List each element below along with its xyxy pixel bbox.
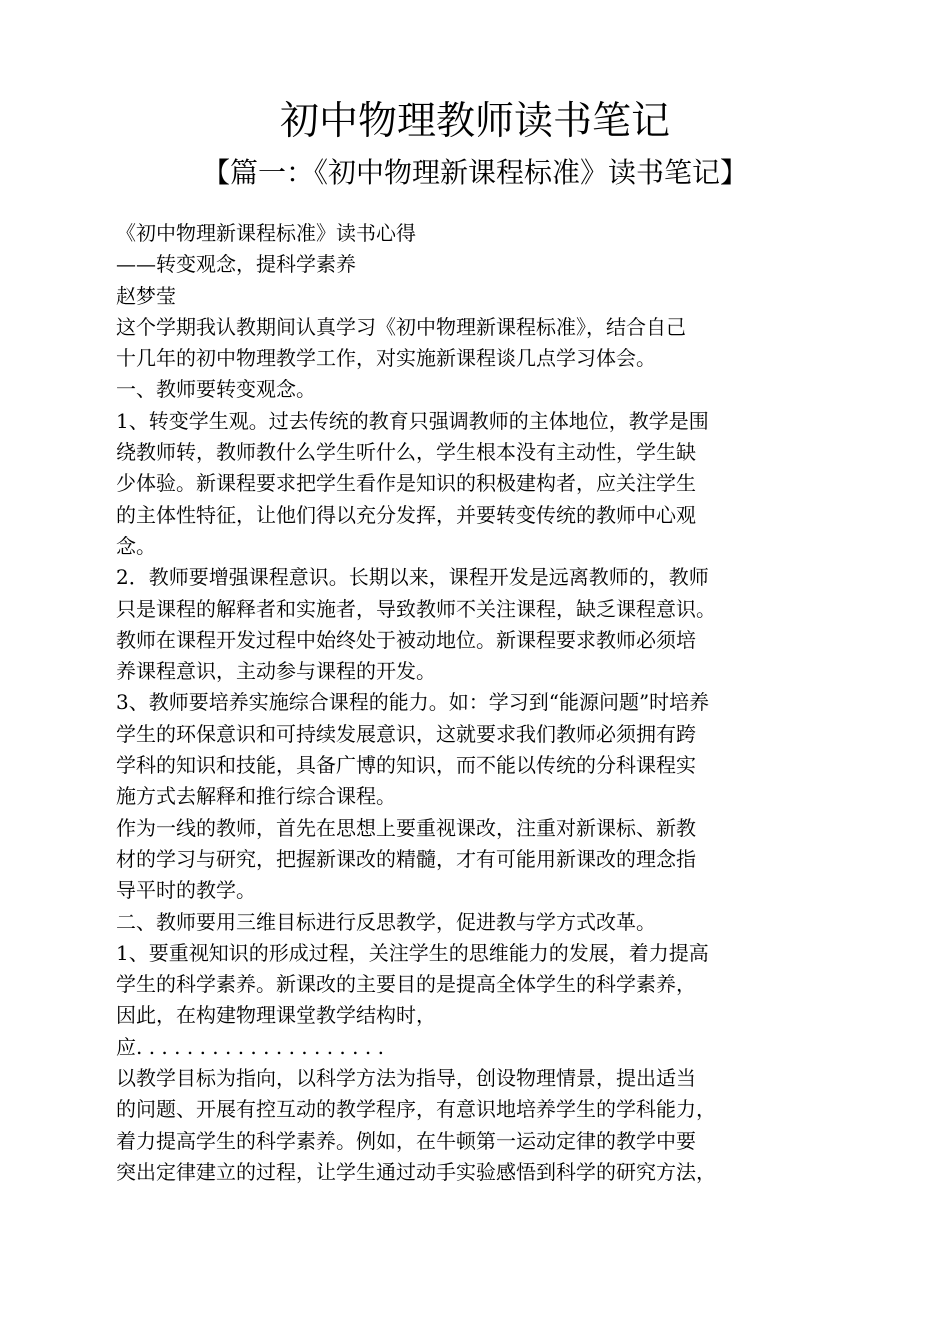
text-line: 的问题、开展有控互动的教学程序，有意识地培养学生的学科能力， <box>116 1097 716 1122</box>
text-line: 教师在课程开发过程中始终处于被动地位。新课程要求教师必须培 <box>116 627 696 652</box>
text-line: 应. . . . . . . . . . . . . . . . . . . . <box>116 1034 384 1059</box>
text-line: ——转变观念，提科学素养 <box>116 252 356 277</box>
text-line: 十几年的初中物理教学工作，对实施新课程谈几点学习体会。 <box>116 346 656 371</box>
text-line: 以教学目标为指向，以科学方法为指导，创设物理情景，提出适当 <box>116 1066 696 1091</box>
text-line: 赵梦莹 <box>116 283 176 308</box>
text-line: 作为一线的教师，首先在思想上要重视课改，注重对新课标、新教 <box>116 815 696 840</box>
text-line: 3、教师要培养实施综合课程的能力。如：学习到“能源问题”时培养 <box>116 690 710 715</box>
text-line: 材的学习与研究，把握新课改的精髓，才有可能用新课改的理念指 <box>116 846 696 871</box>
text-line: 1、要重视知识的形成过程，关注学生的思维能力的发展，着力提高 <box>116 940 709 965</box>
text-line: 这个学期我认教期间认真学习《初中物理新课程标准》，结合自己 <box>116 314 686 339</box>
text-line: 着力提高学生的科学素养。例如，在牛顿第一运动定律的教学中要 <box>116 1128 696 1153</box>
text-line: 2．教师要增强课程意识。长期以来，课程开发是远离教师的，教师 <box>116 565 709 590</box>
document-body <box>116 218 856 1188</box>
text-line: 念。 <box>116 533 156 558</box>
text-line: 少体验。新课程要求把学生看作是知识的积极建构者，应关注学生 <box>116 471 696 496</box>
text-line: 施方式去解释和推行综合课程。 <box>116 784 396 809</box>
text-line: 《初中物理新课程标准》读书心得 <box>116 221 416 245</box>
text-line: 的主体性特征，让他们得以充分发挥，并要转变传统的教师中心观 <box>116 502 696 527</box>
text-line: 导平时的教学。 <box>116 878 256 903</box>
text-line: 学生的环保意识和可持续发展意识，这就要求我们教师必须拥有跨 <box>116 721 696 746</box>
text-line: 二、教师要用三维目标进行反思教学，促进教与学方式改革。 <box>116 909 656 934</box>
text-line: 因此，在构建物理课堂教学结构时， <box>116 1003 436 1028</box>
text-line: 学科的知识和技能，具备广博的知识，而不能以传统的分科课程实 <box>116 753 696 778</box>
document-subtitle: 【篇一：《初中物理新课程标准》读书笔记】 <box>201 156 748 189</box>
text-line: 绕教师转，教师教什么学生听什么，学生根本没有主动性，学生缺 <box>116 440 696 465</box>
text-line: 1、转变学生观。过去传统的教育只强调教师的主体地位，教学是围 <box>116 408 709 433</box>
text-line: 养课程意识，主动参与课程的开发。 <box>116 659 436 684</box>
text-line: 突出定律建立的过程，让学生通过动手实验感悟到科学的研究方法， <box>116 1159 716 1184</box>
text-line: 一、教师要转变观念。 <box>116 377 316 402</box>
document-title: 初中物理教师读书笔记 <box>279 99 670 144</box>
text-line: 只是课程的解释者和实施者，导致教师不关注课程，缺乏课程意识。 <box>116 596 716 621</box>
text-line: 学生的科学素养。新课改的主要目的是提高全体学生的科学素养， <box>116 972 696 997</box>
